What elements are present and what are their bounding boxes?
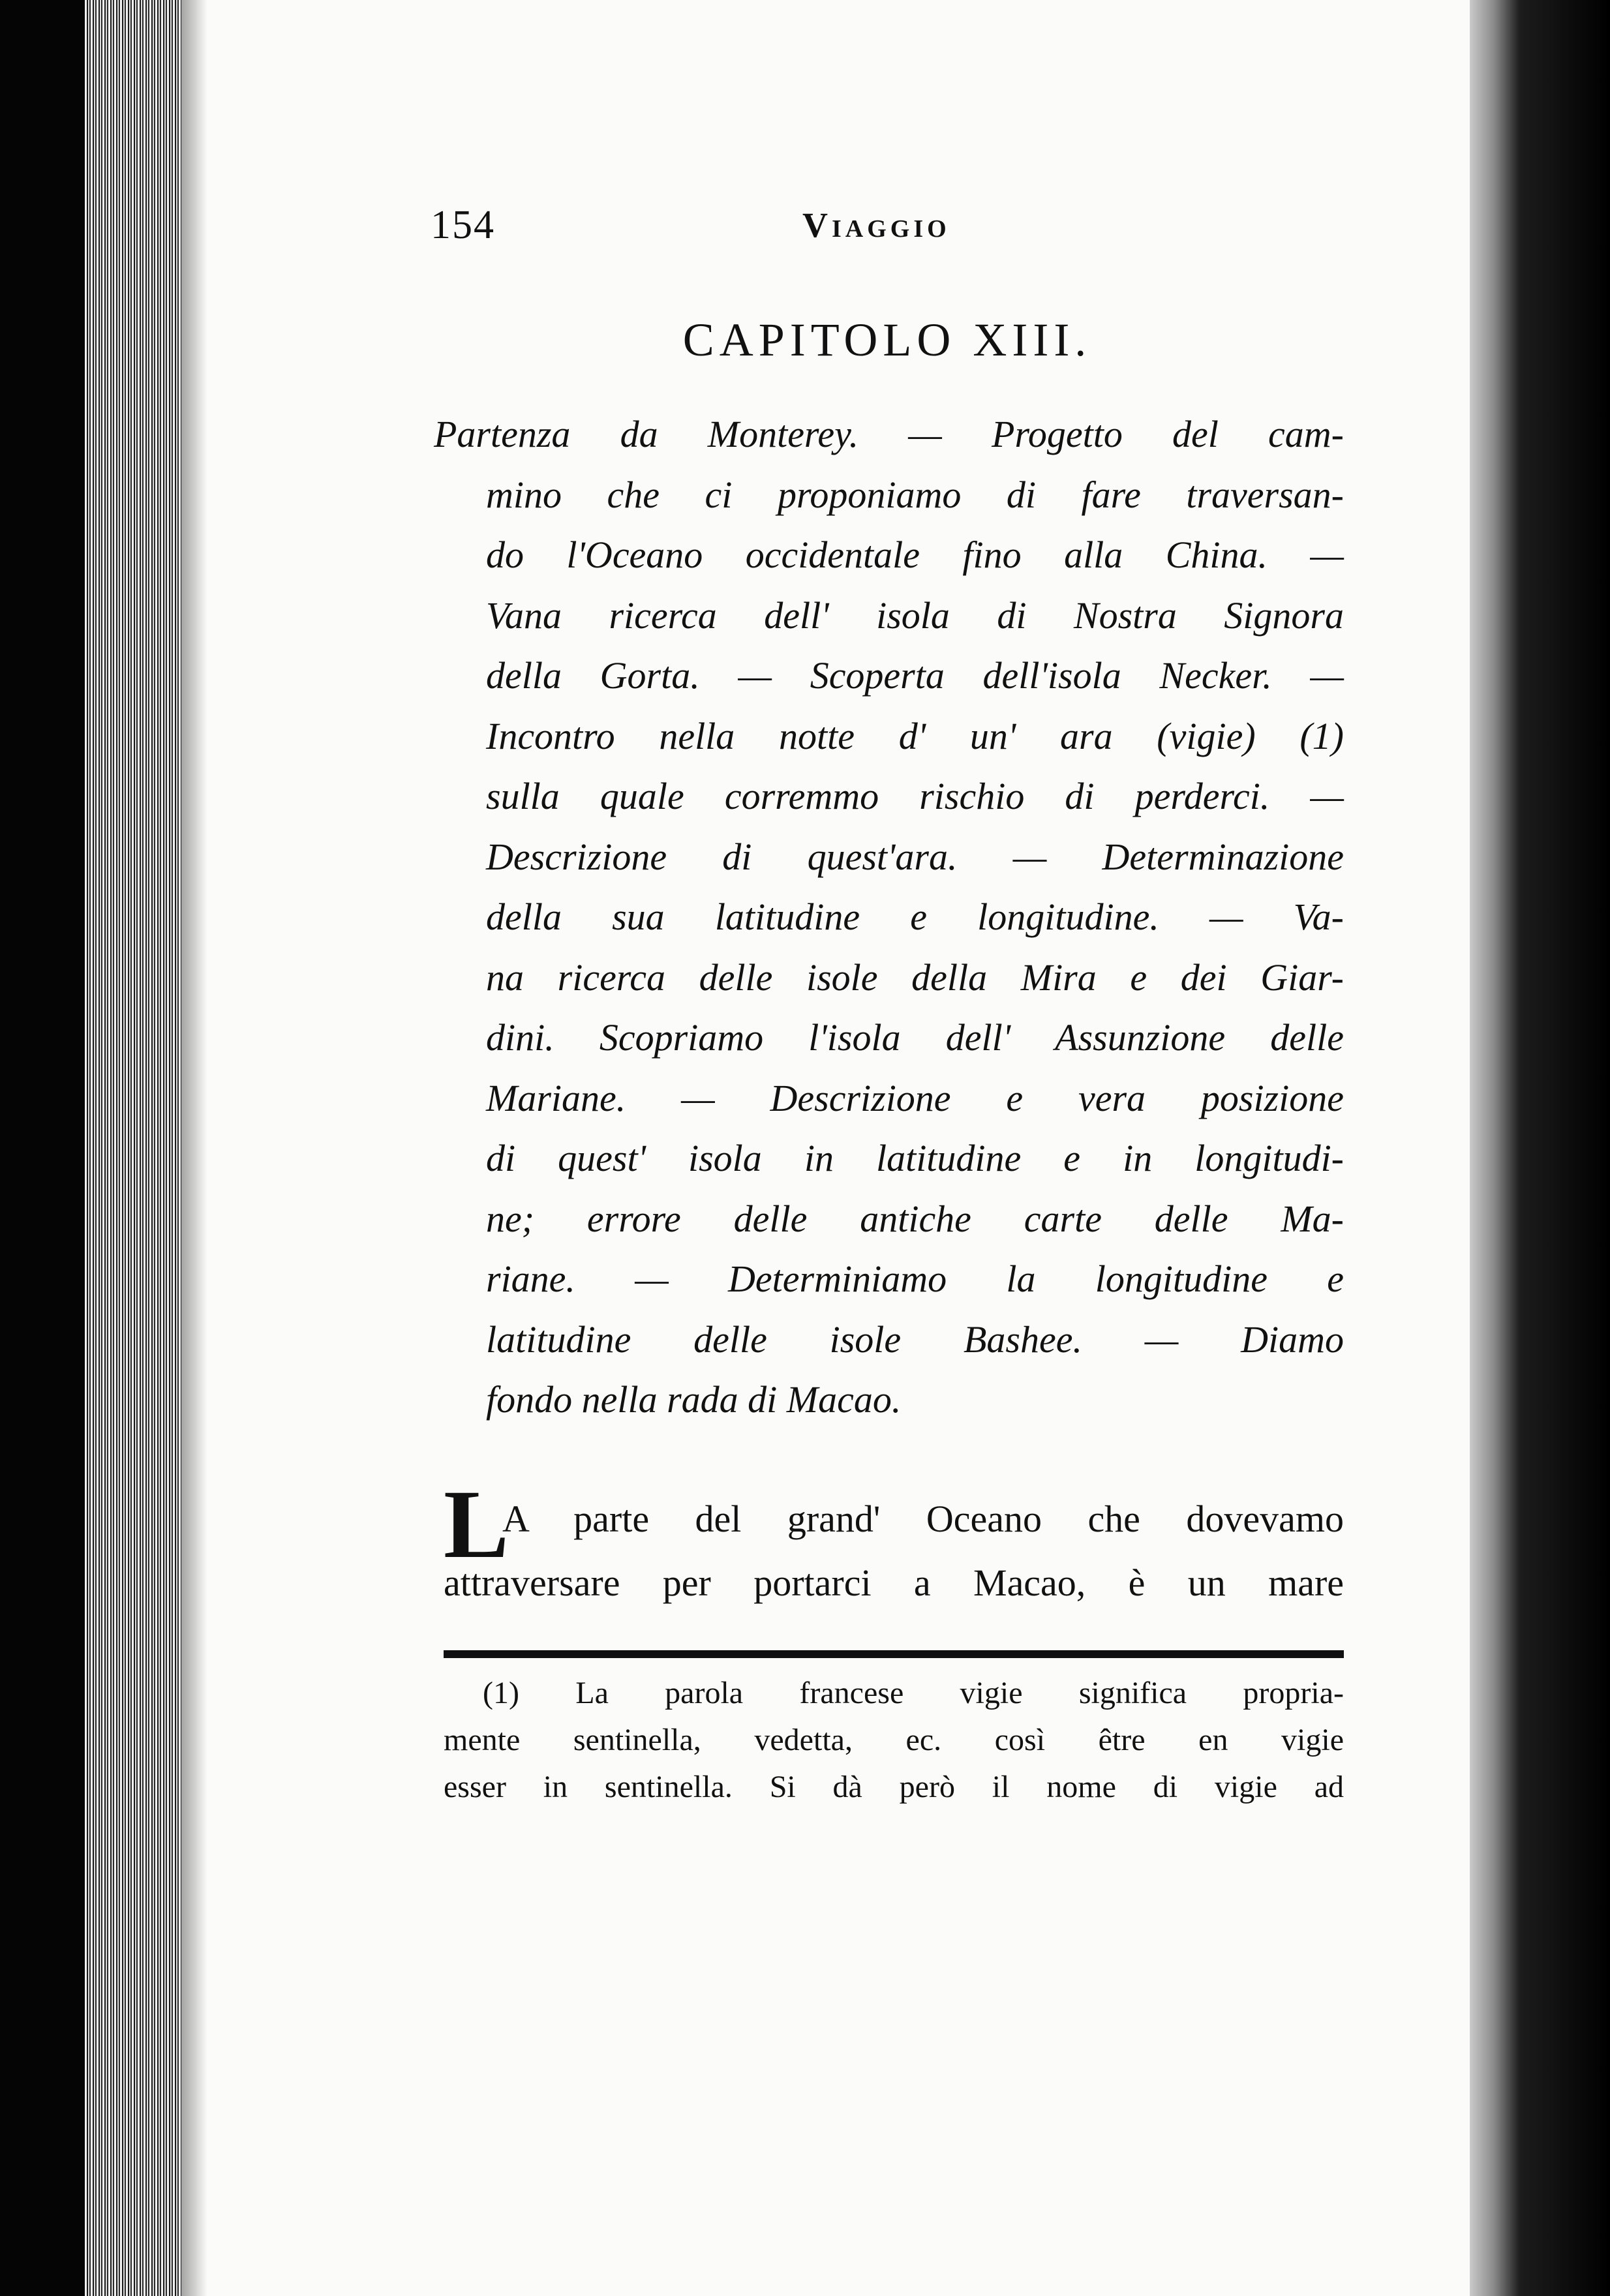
footnote-rule <box>444 1650 1344 1658</box>
chapter-summary <box>434 404 1344 1430</box>
footnote <box>444 1670 1344 1811</box>
running-title: Viaggio <box>802 205 950 245</box>
summary-line: Descrizione di quest'ara. — Determinazione <box>486 835 1344 878</box>
summary-line: della sua latitudine e longitudine. — Va- <box>486 896 1344 938</box>
summary-line: mino che ci proponiamo di fare traversan- <box>486 473 1344 516</box>
page-number: 154 <box>431 203 495 247</box>
body-text <box>444 1487 1344 1615</box>
footnote-line: (1) La parola francese vigie significa propria- <box>483 1676 1344 1710</box>
summary-line: Incontro nella notte d' un' ara (vigie) (1) <box>486 714 1344 757</box>
gutter-shadow <box>181 0 207 2296</box>
summary-line: della Gorta. — Scoperta dell'isola Necker. — <box>486 654 1344 697</box>
summary-line: dini. Scopriamo l'isola dell' Assunzione delle <box>486 1016 1344 1059</box>
summary-line: riane. — Determiniamo la longitudine e <box>486 1258 1344 1300</box>
summary-line: latitudine delle isole Bashee. — Diamo <box>486 1318 1344 1361</box>
book-board-shadow <box>1468 0 1610 2296</box>
summary-line: fondo nella rada di Macao. <box>486 1378 902 1421</box>
summary-line: na ricerca delle isole della Mira e dei Giar- <box>486 956 1344 999</box>
footnote-line: esser in sentinella. Si dà però il nome di vigie ad <box>444 1770 1344 1804</box>
summary-line: Partenza da Monterey. — Progetto del cam- <box>434 413 1344 455</box>
body-line: A parte del grand' Oceano che dovevamo <box>502 1498 1344 1540</box>
summary-line: do l'Oceano occidentale fino alla China. — <box>486 534 1344 576</box>
summary-line: Vana ricerca dell' isola di Nostra Signora <box>486 594 1344 637</box>
footnote-line: mente sentinella, vedetta, ec. così être en vigie <box>444 1723 1344 1757</box>
book-page-edges <box>85 0 183 2296</box>
running-head <box>431 202 1344 261</box>
chapter-title: CAPITOLO XIII. <box>682 314 1092 366</box>
summary-line: di quest' isola in latitudine e in longitudi- <box>486 1137 1344 1179</box>
body-line: attraversare per portarci a Macao, è un mare <box>444 1562 1344 1604</box>
summary-line: Mariane. — Descrizione e vera posizione <box>486 1076 1344 1119</box>
summary-line: sulla quale corremmo rischio di perderci. — <box>486 775 1344 817</box>
summary-line: ne; errore delle antiche carte delle Ma- <box>486 1197 1344 1240</box>
drop-cap: L <box>444 1470 509 1578</box>
